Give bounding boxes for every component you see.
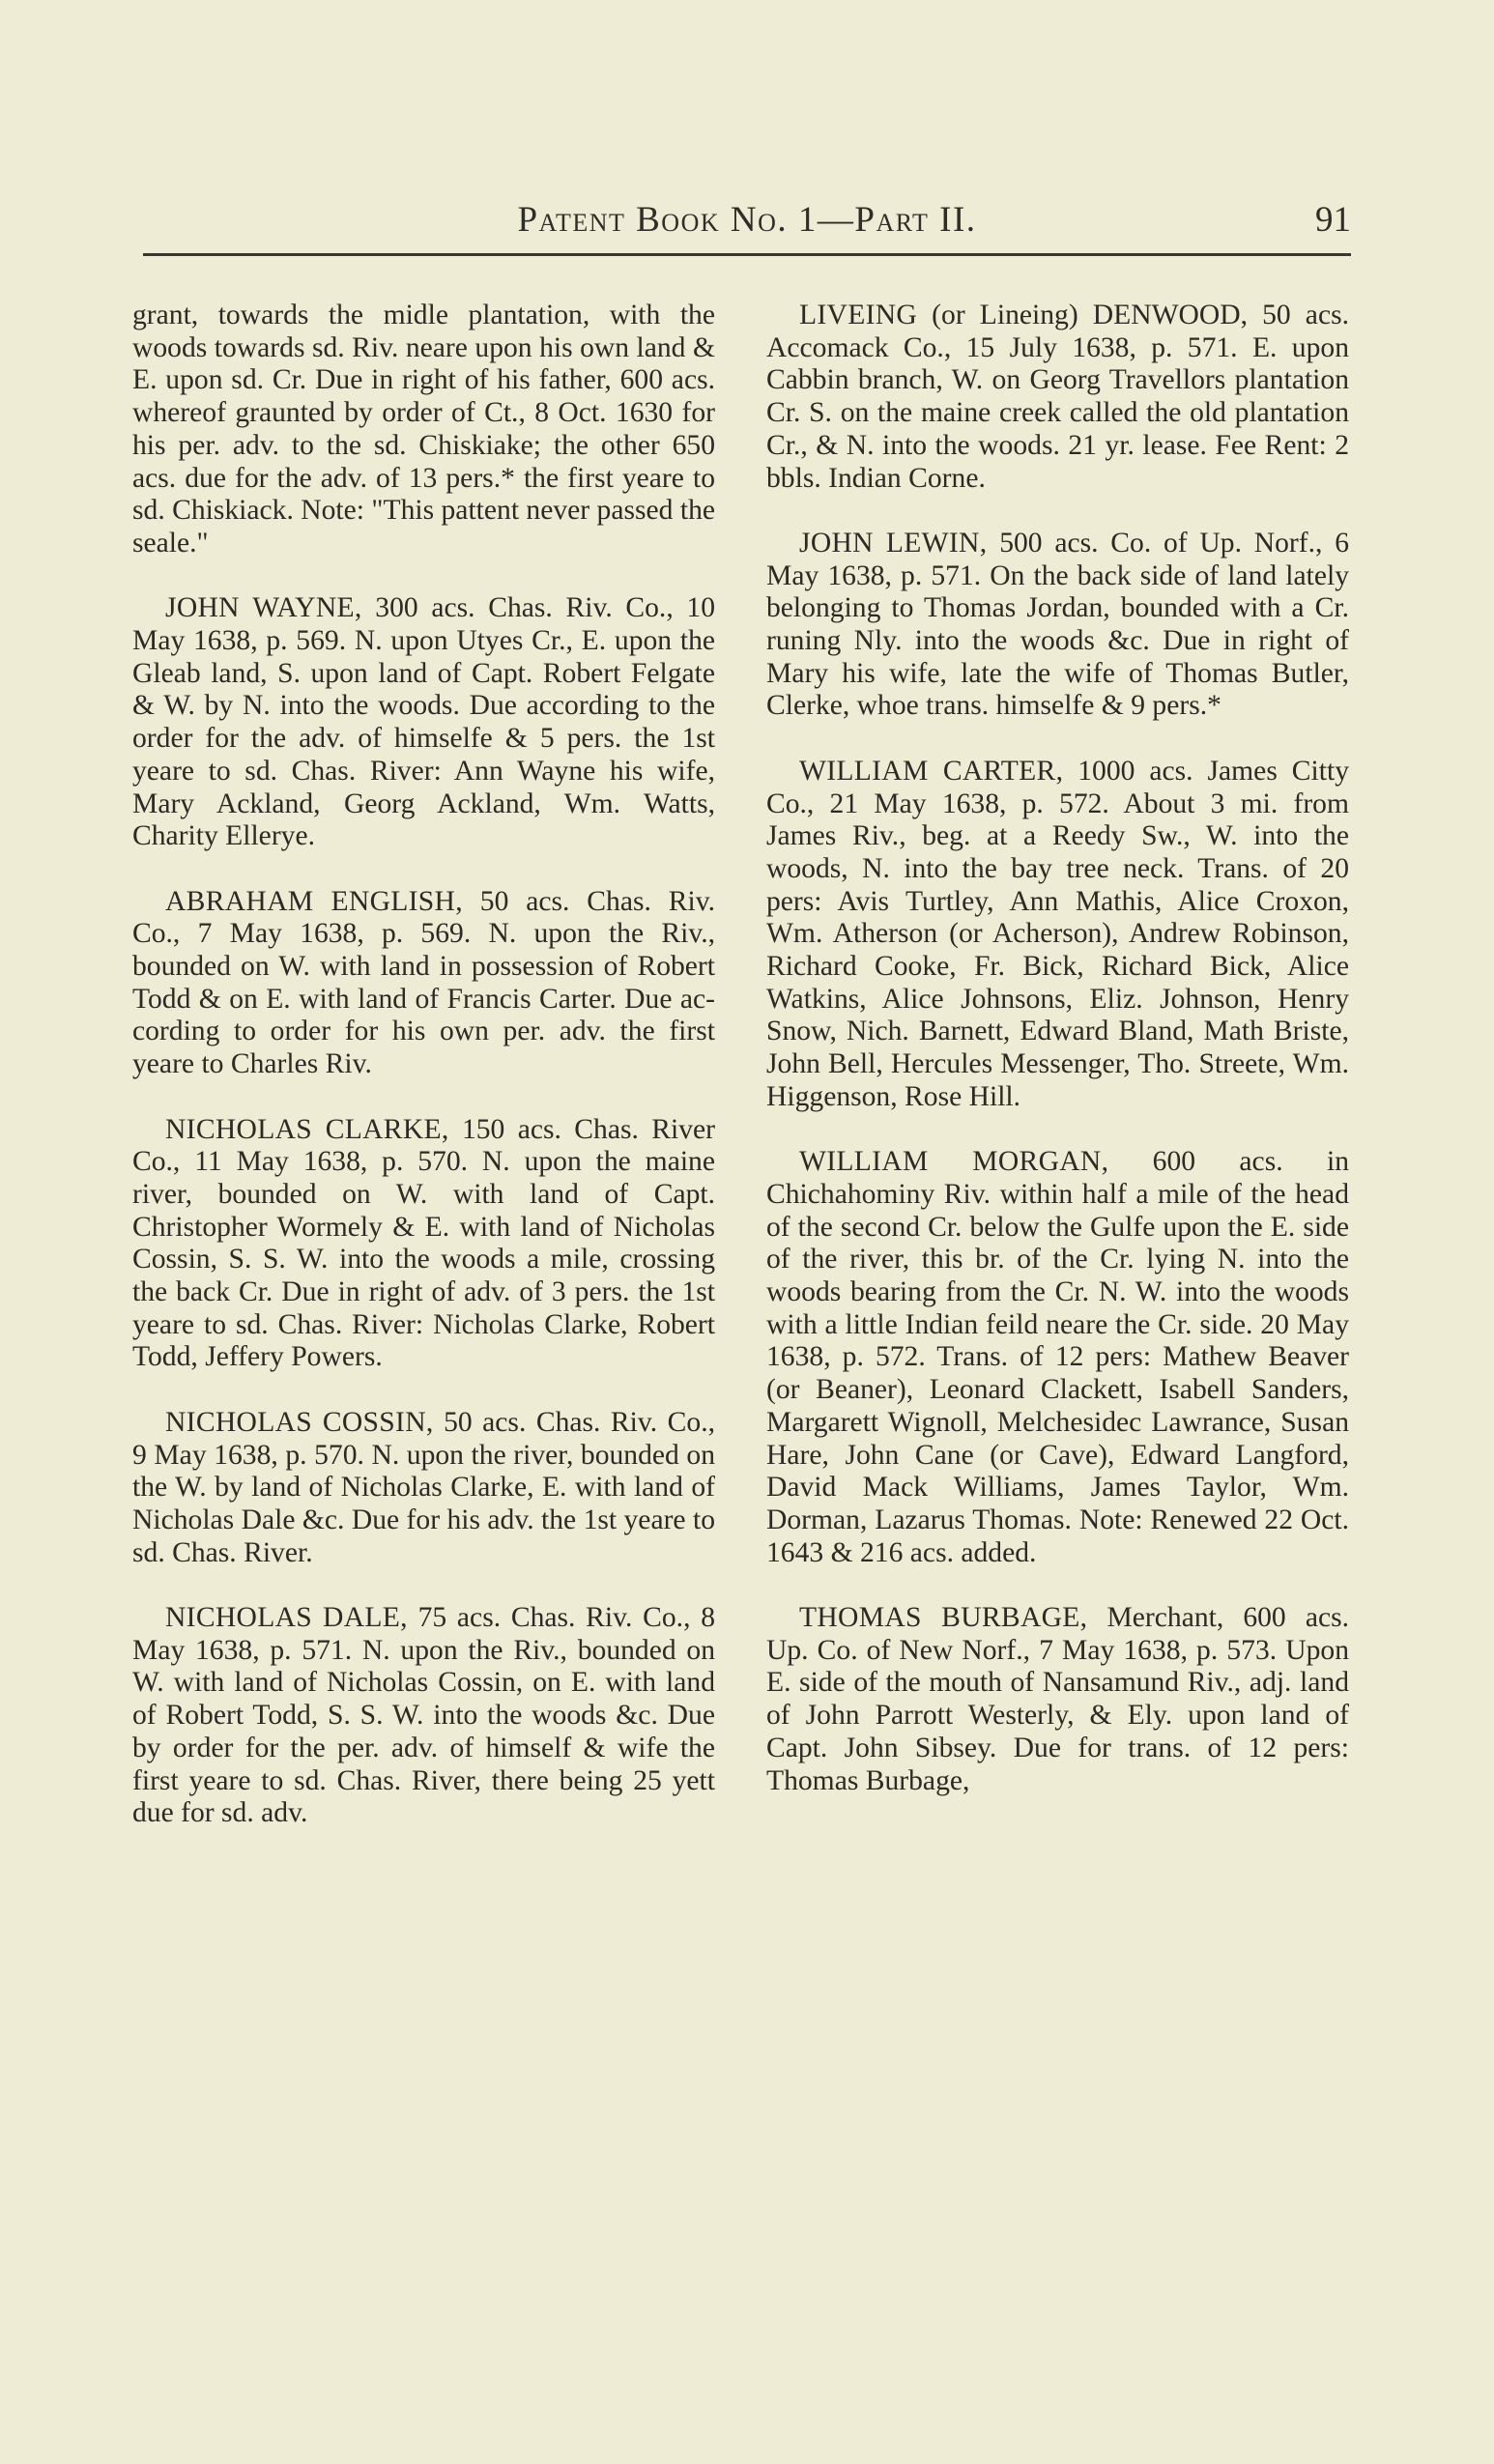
page-header <box>143 199 1351 257</box>
entry-nicholas-clarke <box>132 1114 715 1375</box>
entry-text: (or Lineing) DENWOOD, 50 acs. Accomack Co., 15 July 1638, p. 571. E. upon Cabbin branch, W. on Georg Travellors plantation Cr. S. on the maine creek called the old plantation Cr., & N. into the woods. 21 yr. lease. Fee Rent: 2 bbls. Indian Corne. <box>766 300 1349 494</box>
entry-john-lewin <box>766 528 1349 723</box>
entry-text: 1000 acs. James Citty Co., 21 May 1638, p. 572. About 3 mi. from James Riv., beg. at a Reedy Sw., W. into the woods, N. into the bay tree neck. Trans. of 20 pers: Avis Turtley, Ann Mathis, Alice Croxon, Wm. Atherson (or Acherson), Andrew Robinson, Richard Cooke, Fr. Bick, Richard Bick, Alice Watkins, Alice Johnsons, Eliz. Johnson, Henry Snow, Nich. Barnett, Edward Bland, Math Briste, John Bell, Hercules Messenger, Tho. Streete, Wm. Higgenson, Rose Hill. <box>766 755 1349 1112</box>
header-rule <box>143 253 1351 256</box>
entry-text: 50 acs. Chas. Riv. Co., 7 May 1638, p. 569. N. upon the Riv., bounded on W. with land in possession of Robert Todd & on E. with land of Francis Carter. Due according to order for his own per. adv. the first yeare to Charles Riv. <box>132 885 715 1080</box>
entry-name: LIVEING <box>799 300 918 330</box>
entry-name: WILLIAM CARTER, <box>799 755 1064 787</box>
entry-name: WILLIAM MORGAN, <box>799 1146 1109 1178</box>
entry-name: JOHN LEWIN, <box>799 527 988 559</box>
entry-continuation <box>132 300 715 560</box>
page-number: 91 <box>1315 200 1351 240</box>
left-column <box>132 300 715 1863</box>
entry-text: 600 acs. in Chichahominy Riv. within half a mile of the head of the second Cr. below the Gulfe upon the E. side of the river, this br. of the Cr. lying N. into the woods bearing from the Cr. N. W. into the woods with a little Indian feild neare the Cr. side. 20 May 1638, p. 572. Trans. of 12 pers: Mathew Beaver (or Beaner), Leonard Clackett, Isabell Sanders, Margarett Wignoll, Melchesidec Lawrance, Susan Hare, John Cane (or Cave), Edward Langford, David Mack Williams, James Taylor, Wm. Dorman, Lazarus Thomas. Note: Renewed 22 Oct. 1643 & 216 acs. added. <box>766 1146 1349 1568</box>
entry-nicholas-dale <box>132 1602 715 1830</box>
entry-abraham-english <box>132 886 715 1081</box>
entry-name: NICHOLAS COSSIN, <box>165 1406 434 1438</box>
entry-william-morgan <box>766 1146 1349 1569</box>
entry-text: 500 acs. Co. of Up. Norf., 6 May 1638, p. 571. On the back side of land lately belonging to Thomas Jordan, bounded with a Cr. runing Nly. into the woods &c. Due in right of Mary his wife, late the wife of Thomas Butler, Clerke, whoe trans. himselfe & 9 pers.* <box>766 527 1349 722</box>
entry-text: 150 acs. Chas. River Co., 11 May 1638, p. 570. N. upon the maine river, bounded on W. with land of Capt. Christopher Wormely & E. with land of Nicholas Cossin, S. S. W. into the woods a mile, crossing the back Cr. Due in right of adv. of 3 pers. the 1st yeare to sd. Chas. River: Nicholas Clarke, Robert Todd, Jeffery Powers. <box>132 1113 715 1373</box>
entry-text: 75 acs. Chas. Riv. Co., 8 May 1638, p. 571. N. upon the Riv., bounded on W. with land of Nicholas Cossin, on E. with land of Robert Todd, S. S. W. into the woods &c. Due by order for the per. adv. of himself & wife the first yeare to sd. Chas. River, there being 25 yett due for sd. adv. <box>132 1602 716 1829</box>
entry-text: 50 acs. Chas. Riv. Co., 9 May 1638, p. 570. N. upon the river, bounded on the W. by land of Nicholas Clarke, E. with land of Nicholas Dale &c. Due for his adv. the 1st yeare to sd. Chas. River. <box>132 1406 715 1568</box>
entry-name: NICHOLAS CLARKE, <box>165 1113 449 1145</box>
entry-name: THOMAS BURBAGE, <box>799 1602 1088 1634</box>
entry-name: NICHOLAS DALE, <box>165 1602 408 1634</box>
right-column <box>766 300 1349 1830</box>
entry-john-wayne <box>132 592 715 853</box>
entry-nicholas-cossin <box>132 1407 715 1570</box>
entry-liveing-denwood <box>766 300 1349 495</box>
running-title: Patent Book No. 1—Part II. <box>517 200 977 240</box>
entry-text: Merchant, 600 acs. Up. Co. of New Norf., 7 May 1638, p. 573. Upon E. side of the mouth of Nansamund Riv., adj. land of John Parrott Westerly, & Ely. upon land of Capt. John Sibsey. Due for trans. of 12 pers: Thomas Burbage, <box>766 1602 1350 1796</box>
entry-thomas-burbage <box>766 1602 1349 1797</box>
entry-text: 300 acs. Chas. Riv. Co., 10 May 1638, p. 569. N. upon Utyes Cr., E. upon the Gleab land, S. upon land of Capt. Robert Felgate & W. by N. into the woods. Due according to the order for the adv. of himselfe & 5 pers. the 1st yeare to sd. Chas. River: Ann Wayne his wife, Mary Ackland, Georg Ackland, Wm. Watts, Charity Ellerye. <box>132 592 715 852</box>
entry-text: grant, towards the midle plantation, with the woods towards sd. Riv. neare upon his own land & E. upon sd. Cr. Due in right of his father, 600 acs. whereof graunted by order of Ct., 8 Oct. 1630 for his per. adv. to the sd. Chiskiake; the other 650 acs. due for the adv. of 13 pers.* the first yeare to sd. Chiskiack. Note: "This pattent never passed the seale." <box>132 300 716 559</box>
entry-name: JOHN WAYNE, <box>165 592 362 624</box>
entry-name: ABRAHAM ENGLISH, <box>165 885 463 917</box>
entry-william-carter <box>766 756 1349 1114</box>
